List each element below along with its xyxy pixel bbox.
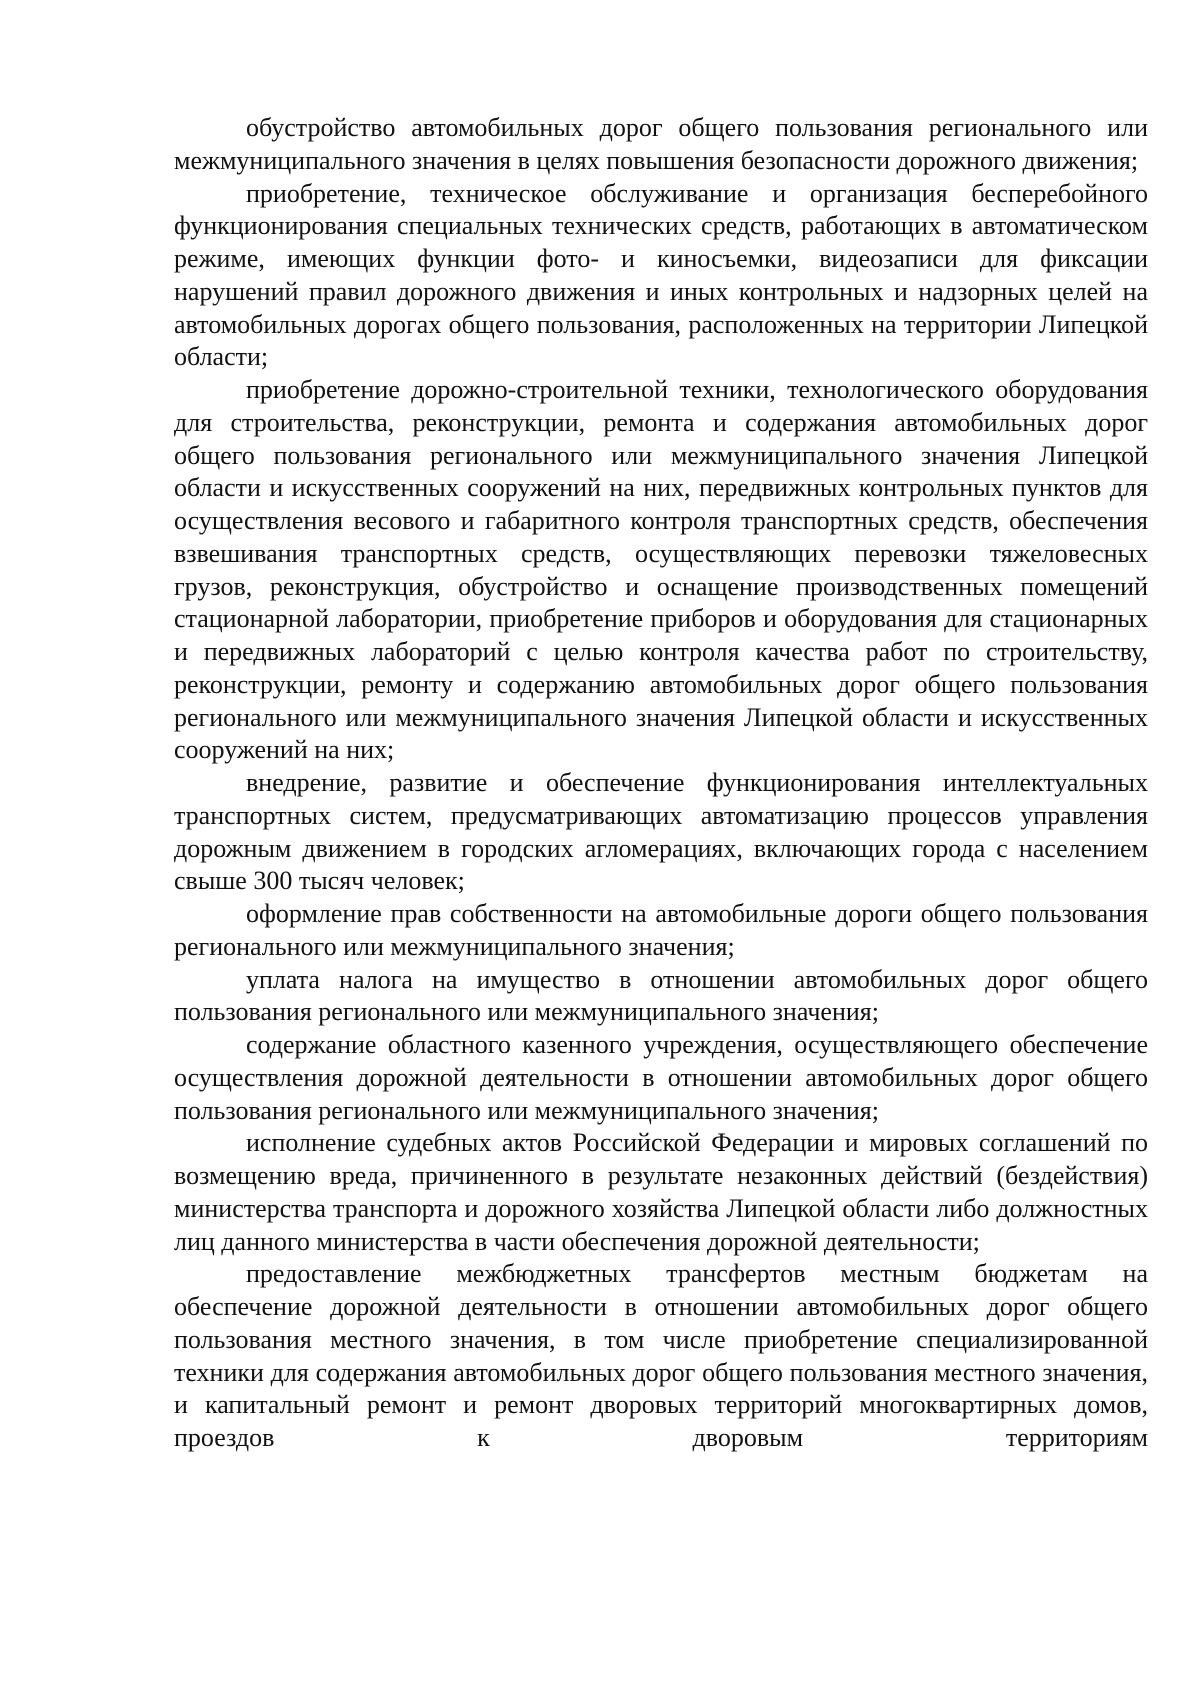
paragraph-ownership-rights: оформление прав собственности на автомобильные дороги общего пользования регионального или межмуниципального значения; [174, 899, 1148, 961]
paragraph-road-equipment: приобретение дорожно-строительной техники, технологического оборудования для строительства, реконструкции, ремонта и содержания автомобильных дорог общего пользования регионального или межмуниципального значения Липецкой области и искусственных сооружений на них, передвижных контрольных пунктов для осуществления весового и габаритного контроля транспортных средств, обеспечения взвешивания транспортных средств, осуществляющих перевозки тяжеловесных грузов, реконструкция, обустройство и оснащение производственных помещений стационарной лаборатории, приобретение приборов и оборудования для стационарных и передвижных лабораторий с целью контроля качества работ по строительству, реконструкции, ремонту и содержанию автомобильных дорог общего пользования регионального или межмуниципального значения Липецкой области и искусственных сооружений на них; [174, 375, 1148, 765]
paragraph-intelligent-transport: внедрение, развитие и обеспечение функционирования интеллектуальных транспортных систем, предусматривающих автоматизацию процессов управления дорожным движением в городских агломерациях, включающих города с населением свыше 300 тысяч человек; [174, 768, 1148, 896]
paragraph-institution-maintenance: содержание областного казенного учреждения, осуществляющего обеспечение осуществления дорожной деятельности в отношении автомобильных дорог общего пользования регионального или межмуниципального значения; [174, 1030, 1148, 1125]
paragraph-court-acts: исполнение судебных актов Российской Федерации и мировых соглашений по возмещению вреда, причиненного в результате незаконных действий (бездействия) министерства транспорта и дорожного хозяйства Липецкой области либо должностных лиц данного министерства в части обеспечения дорожной деятельности; [174, 1128, 1148, 1256]
paragraph-road-arrangement: обустройство автомобильных дорог общего пользования регионального или межмуниципального значения в целях повышения безопасности дорожного движения; [174, 113, 1148, 175]
paragraph-interbudget-transfers: предоставление межбюджетных трансфертов местным бюджетам на обеспечение дорожной деятельности в отношении автомобильных дорог общего пользования местного значения, в том числе приобретение специализированной техники для содержания автомобильных дорог общего пользования местного значения, и капитальный ремонт и ремонт дворовых территорий многоквартирных домов, проездов к дворовым территориям [174, 1259, 1148, 1452]
paragraph-technical-means: приобретение, техническое обслуживание и организация бесперебойного функционирования специальных технических средств, работающих в автоматическом режиме, имеющих функции фото- и киносъемки, видеозаписи для фиксации нарушений правил дорожного движения и иных контрольных и надзорных целей на автомобильных дорогах общего пользования, расположенных на территории Липецкой области; [174, 178, 1148, 372]
document-body [174, 112, 1148, 1455]
paragraph-property-tax: уплата налога на имущество в отношении автомобильных дорог общего пользования регионального или межмуниципального значения; [174, 964, 1148, 1027]
